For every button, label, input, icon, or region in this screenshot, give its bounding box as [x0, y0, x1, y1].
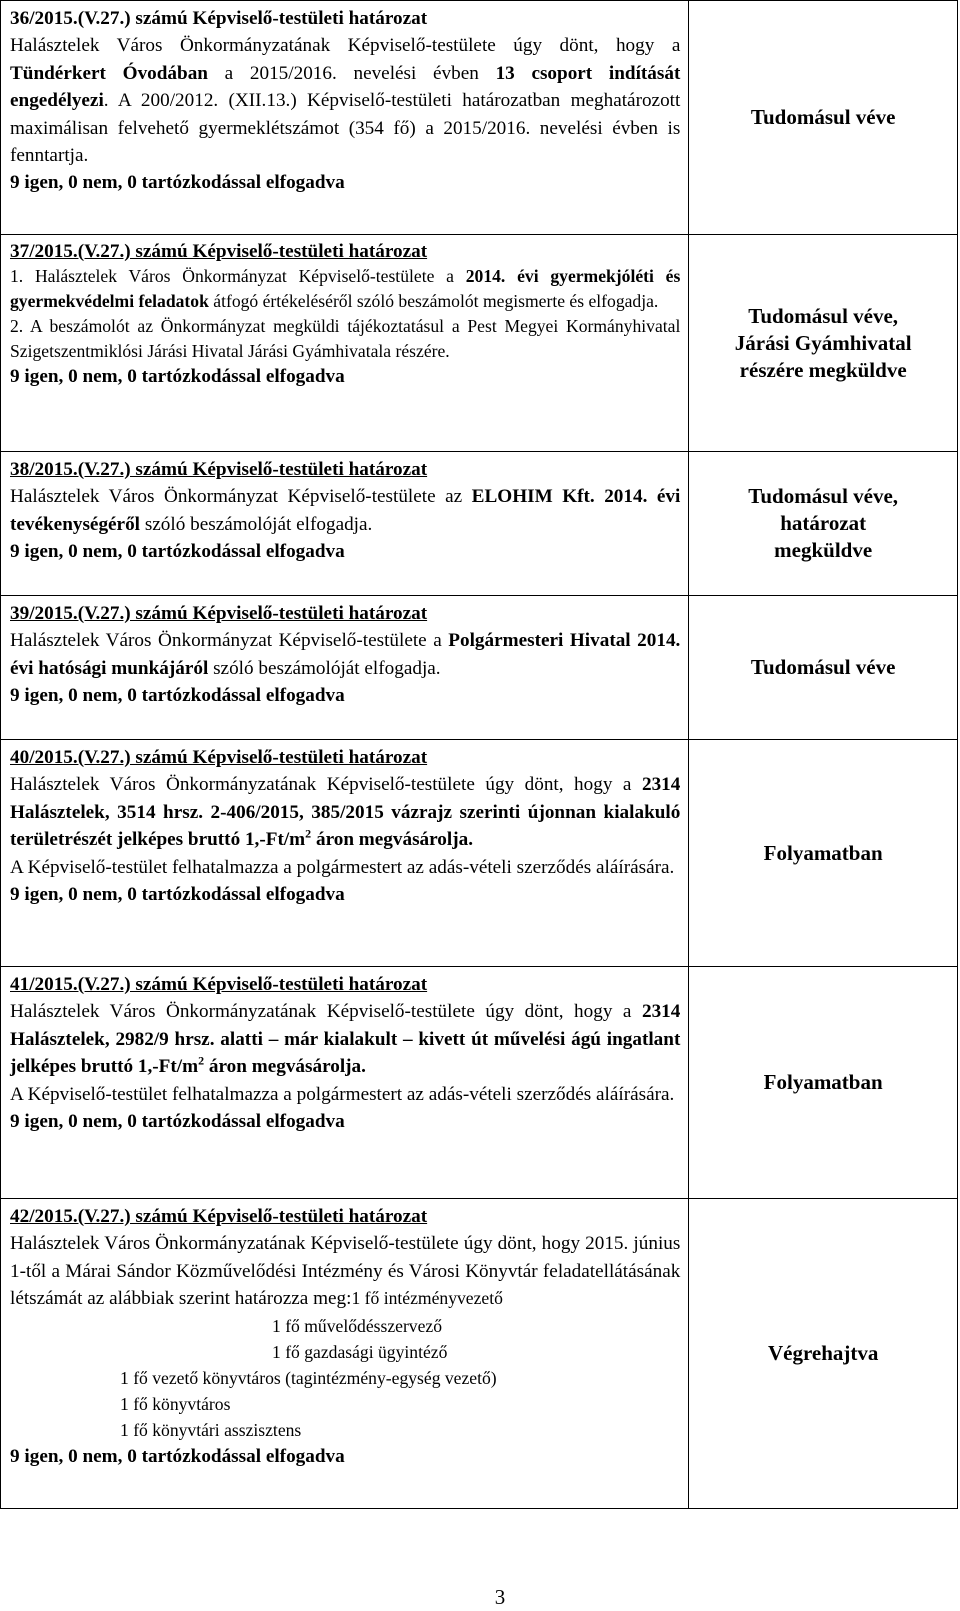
text-bold: Tündérkert Óvodában	[10, 62, 208, 84]
resolution-row	[1, 452, 958, 596]
vote-result: 9 igen, 0 nem, 0 tartózkodással elfogadva	[10, 541, 345, 563]
vote-result: 9 igen, 0 nem, 0 tartózkodással elfogadva	[10, 366, 345, 387]
status-cell	[689, 452, 958, 596]
superscript: 2	[305, 826, 312, 841]
text-bold: 2014. évi gyermekjóléti és gyermekvédelmi feladatok	[10, 266, 681, 311]
text-bold: 2314 Halásztelek, 3514 hrsz. 2-406/2015, 385/2015 vázrajz szerinti újonnan kialakuló területrészét jelképes bruttó 1,-Ft/m	[10, 774, 681, 851]
resolution-paragraph	[10, 264, 680, 314]
status-text: Végrehajtva	[767, 1341, 879, 1365]
status-text: Folyamatban	[763, 1070, 883, 1094]
vote-result: 9 igen, 0 nem, 0 tartózkodással elfogadva	[10, 172, 345, 194]
resolution-paragraph	[10, 771, 680, 853]
text: a 2015/2016. nevelési évben	[207, 62, 496, 84]
resolution-title: 42/2015.(V.27.) számú Képviselő-testületi határozat	[10, 1206, 428, 1227]
resolution-row	[1, 235, 958, 452]
resolution-text-cell	[1, 452, 689, 596]
resolution-text-cell	[1, 967, 689, 1199]
text: . A 200/2012. (XII.13.) Képviselő-testületi határozatban meghatározott maximálisan felvehető gyermeklétszámot (354 fő) a 2015/2016. nevelési évben is fenntartja.	[10, 90, 681, 167]
resolution-paragraph	[10, 627, 680, 682]
resolution-title: 36/2015.(V.27.) számú Képviselő-testületi határozat	[10, 8, 428, 29]
resolution-text-cell	[1, 235, 689, 452]
resolution-row	[1, 1, 958, 235]
resolution-paragraph: A Képviselő-testület felhatalmazza a polgármestert az adás-vételi szerződés aláírására.	[10, 856, 675, 878]
status-cell	[689, 740, 958, 967]
status-cell	[689, 967, 958, 1199]
status-cell	[689, 235, 958, 452]
staff-item: 1 fő vezető könyvtáros (tagintézmény-egység vezető)	[120, 1367, 497, 1388]
text-bold: 2314 Halásztelek, 2982/9 hrsz. alatti – már kialakult – kivett út művelési ágú ingatlant jelképes bruttó 1,-Ft/m	[10, 1001, 681, 1078]
resolution-paragraph	[10, 32, 680, 169]
staff-item: 1 fő könyvtáros	[120, 1393, 231, 1414]
resolution-row	[1, 967, 958, 1199]
resolution-text-cell	[1, 596, 689, 740]
text: Halásztelek Város Önkormányzat Képviselő-testülete a	[10, 630, 449, 652]
staff-item: 1 fő könyvtári asszisztens	[120, 1419, 302, 1440]
resolution-text-cell	[1, 740, 689, 967]
text: 1. Halásztelek Város Önkormányzat Képviselő-testülete a	[10, 266, 466, 286]
vote-result: 9 igen, 0 nem, 0 tartózkodással elfogadva	[10, 1445, 345, 1467]
staff-item: 1 fő gazdasági ügyintéző	[272, 1341, 448, 1362]
resolution-title: 40/2015.(V.27.) számú Képviselő-testületi határozat	[10, 747, 428, 768]
status-cell	[689, 1199, 958, 1509]
text: Halásztelek Város Önkormányzat Képviselő-testülete az	[10, 486, 472, 508]
status-text: Tudomásul véve	[750, 655, 896, 679]
text: szóló beszámolóját elfogadja.	[140, 513, 373, 535]
status-cell	[689, 1, 958, 235]
resolution-row	[1, 740, 958, 967]
status-text: Folyamatban	[763, 840, 883, 865]
resolution-title: 37/2015.(V.27.) számú Képviselő-testületi határozat	[10, 241, 428, 262]
page-number: 3	[494, 1585, 506, 1609]
text-bold: áron megvásárolja.	[204, 1056, 366, 1078]
resolution-paragraph: A Képviselő-testület felhatalmazza a polgármestert az adás-vételi szerződés aláírására.	[10, 1083, 675, 1105]
resolution-paragraph: 2. A beszámolót az Önkormányzat megküldi tájékoztatásul a Pest Megyei Kormányhivatal Szigetszentmiklósi Járási Hivatal Járási Gyámhivatala részére.	[10, 316, 681, 361]
text-bold: 13 csoport indítását engedélyezi	[10, 62, 681, 112]
resolution-title: 41/2015.(V.27.) számú Képviselő-testületi határozat	[10, 974, 428, 995]
resolution-row	[1, 596, 958, 740]
vote-result: 9 igen, 0 nem, 0 tartózkodással elfogadva	[10, 685, 345, 707]
status-cell	[689, 596, 958, 740]
text: Halásztelek Város Önkormányzatának Képviselő-testülete úgy dönt, hogy a	[10, 35, 681, 57]
resolution-paragraph	[10, 998, 680, 1080]
vote-result: 9 igen, 0 nem, 0 tartózkodással elfogadva	[10, 884, 345, 906]
text-bold: ELOHIM Kft. 2014. évi tevékenységéről	[10, 486, 681, 535]
resolution-row	[1, 1199, 958, 1509]
text: Halásztelek Város Önkormányzatának Képviselő-testülete úgy dönt, hogy 2015. június 1-től a Márai Sándor Közművelődési Intézmény és Városi Könyvtár feladatellátásának létszámát az alábbiak szerint határozza meg:	[10, 1233, 681, 1310]
staff-item: 1 fő intézményvezető	[351, 1288, 503, 1309]
staff-item: 1 fő művelődésszervező	[272, 1315, 443, 1336]
text: átfogó értékeléséről szóló beszámolót megismerte és elfogadja.	[208, 291, 659, 311]
text: Halásztelek Város Önkormányzatának Képviselő-testülete úgy dönt, hogy a	[10, 1001, 642, 1023]
resolution-text-cell	[1, 1, 689, 235]
status-text: megküldve	[774, 538, 873, 562]
status-text: Járási Gyámhivatal	[734, 330, 912, 355]
resolution-paragraph	[10, 483, 680, 538]
text-bold: áron megvásárolja.	[311, 829, 474, 851]
superscript: 2	[198, 1053, 205, 1068]
resolution-title: 38/2015.(V.27.) számú Képviselő-testületi határozat	[10, 459, 428, 480]
resolution-title: 39/2015.(V.27.) számú Képviselő-testületi határozat	[10, 603, 428, 624]
status-text: Tudomásul véve	[750, 105, 896, 129]
text: szóló beszámolóját elfogadja.	[208, 657, 441, 679]
text-bold: Polgármesteri Hivatal 2014. évi hatósági munkájáról	[10, 630, 681, 679]
status-text: Tudomásul véve,	[748, 303, 899, 328]
status-text: részére megküldve	[739, 357, 907, 382]
text: Halásztelek Város Önkormányzatának Képviselő-testülete úgy dönt, hogy a	[10, 774, 642, 796]
status-text: határozat	[780, 511, 867, 535]
resolution-paragraph	[10, 1230, 680, 1312]
resolution-text-cell	[1, 1199, 689, 1509]
vote-result: 9 igen, 0 nem, 0 tartózkodással elfogadva	[10, 1111, 345, 1133]
status-text: Tudomásul véve,	[748, 484, 899, 508]
